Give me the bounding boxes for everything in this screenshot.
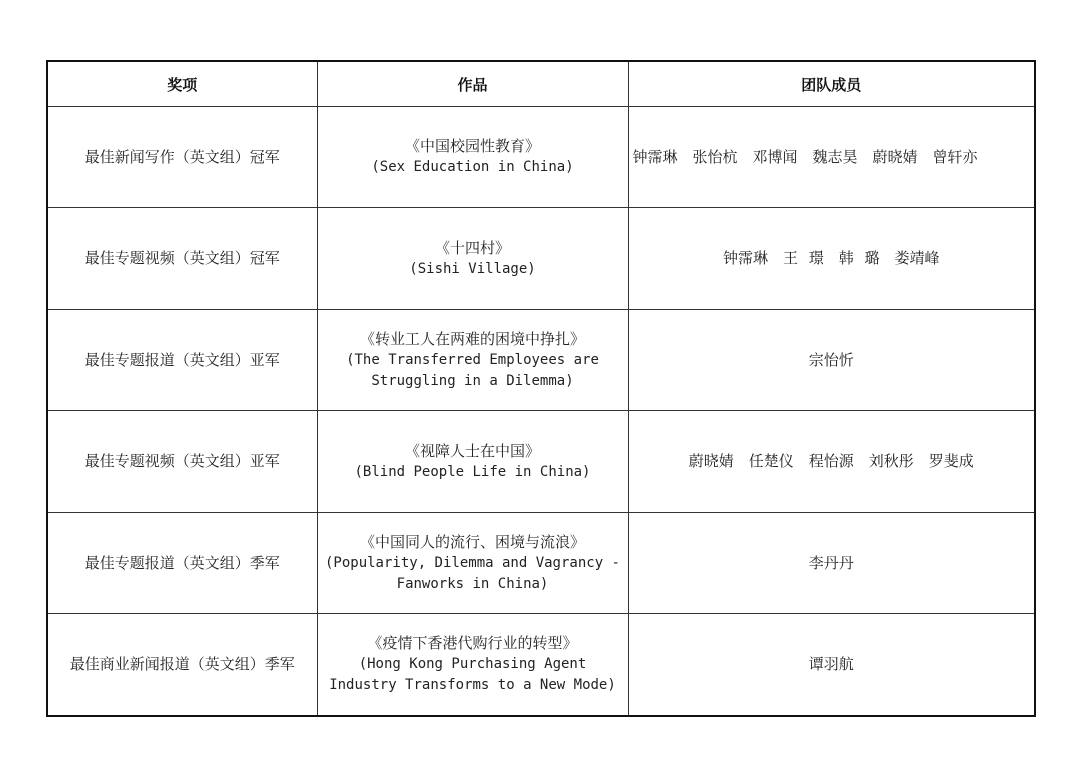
team-cell: 蔚晓婧 任楚仪 程怡源 刘秋彤 罗斐成 — [628, 411, 1035, 512]
work-title-zh: 《十四村》 — [434, 238, 510, 257]
work-cell — [317, 411, 628, 512]
work-cell — [317, 107, 628, 208]
work-title-en: (Sishi Village) — [409, 260, 536, 277]
work-title-en: (Sex Education in China) — [371, 159, 574, 176]
work-title-en: (Blind People Life in China) — [354, 463, 591, 480]
team-cell: 李丹丹 — [628, 512, 1035, 613]
awards-table — [46, 60, 1036, 717]
work-title-zh: 《转业工人在两难的困境中挣扎》 — [359, 329, 585, 348]
work-title-zh: 《视障人士在中国》 — [404, 441, 540, 460]
table-row — [47, 208, 1035, 309]
award-cell: 最佳专题报道（英文组）亚军 — [47, 309, 317, 410]
table-row — [47, 411, 1035, 512]
work-title-zh: 《中国同人的流行、困境与流浪》 — [359, 532, 585, 551]
work-title-zh: 《中国校园性教育》 — [404, 137, 540, 156]
work-title-zh: 《疫情下香港代购行业的转型》 — [367, 634, 578, 653]
header-team: 团队成员 — [628, 61, 1035, 107]
award-cell: 最佳专题视频（英文组）冠军 — [47, 208, 317, 309]
team-cell: 钟霈琳 张怡杭 邓博闻 魏志昊 蔚晓婧 曾轩亦 — [628, 107, 1035, 208]
work-cell — [317, 614, 628, 716]
team-cell: 宗怡忻 — [628, 309, 1035, 410]
work-cell — [317, 512, 628, 613]
table-row — [47, 512, 1035, 613]
award-cell: 最佳新闻写作（英文组）冠军 — [47, 107, 317, 208]
team-cell: 钟霈琳 王 璟 韩 璐 娄靖峰 — [628, 208, 1035, 309]
table-row — [47, 309, 1035, 410]
award-cell: 最佳商业新闻报道（英文组）季军 — [47, 614, 317, 716]
work-title-en: (Popularity, Dilemma and Vagrancy - Fanworks in China) — [324, 554, 620, 592]
table-row — [47, 614, 1035, 716]
team-cell: 谭羽航 — [628, 614, 1035, 716]
work-cell — [317, 309, 628, 410]
header-row — [47, 61, 1035, 107]
header-award: 奖项 — [47, 61, 317, 107]
work-title-en: (The Transferred Employees are Struggling in a Dilemma) — [346, 351, 599, 389]
work-cell — [317, 208, 628, 309]
award-cell: 最佳专题视频（英文组）亚军 — [47, 411, 317, 512]
header-work: 作品 — [317, 61, 628, 107]
table-row — [47, 107, 1035, 208]
work-title-en: (Hong Kong Purchasing Agent Industry Transforms to a New Mode) — [329, 656, 616, 694]
award-cell: 最佳专题报道（英文组）季军 — [47, 512, 317, 613]
